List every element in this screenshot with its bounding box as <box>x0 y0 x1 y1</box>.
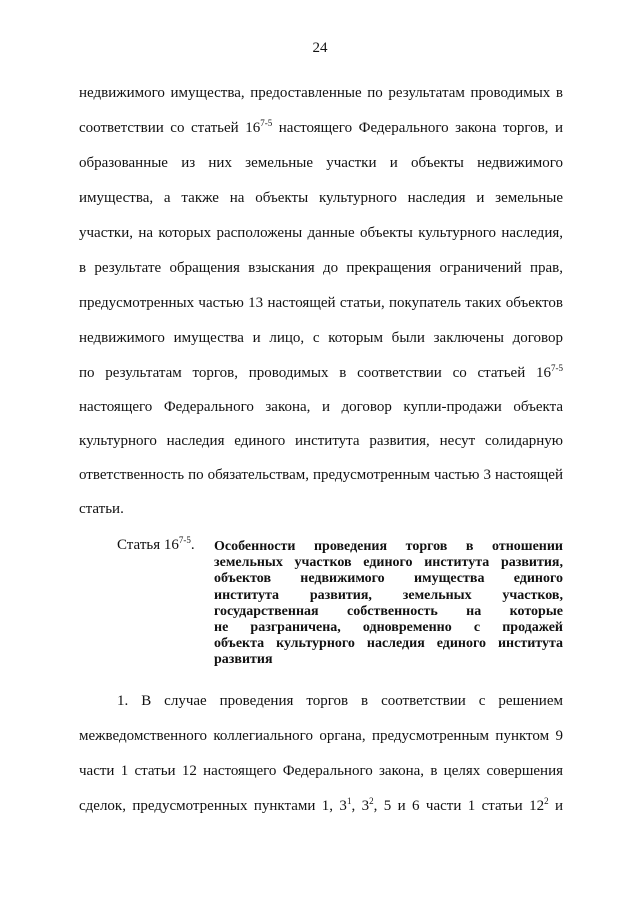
article-title-line: государственная собственность на которые <box>214 603 563 619</box>
article-title-line: объектов недвижимого имущества единого <box>214 571 563 587</box>
text-line: межведомственного коллегиального органа, предусмотренным пунктом 9 <box>79 728 563 744</box>
text-line: сделок, предусмотренных пунктами 1, $3^1$, $3^2$, 5 и 6 части 1 статьи $12^2$ и <box>79 796 564 814</box>
text-line: 1. В случае проведения торгов в соответствии с решением <box>117 693 563 709</box>
text-line: по результатам торгов, проводимых в соответствии со статьей 16$^{7-5}$ <box>79 363 563 381</box>
article-title-line: объекта культурного наследия единого института <box>214 636 563 652</box>
text-line: недвижимого имущества и лицо, с которым были заключены договор <box>79 330 563 346</box>
text-line: образованные из них земельные участки и объекты недвижимого <box>79 155 563 171</box>
text-line: соответствии со статьей 16$^{7-5}$ настоящего Федерального закона торгов, и <box>79 118 563 136</box>
text-line: ответственность по обязательствам, предусмотренным частью 3 настоящей <box>79 467 563 483</box>
text-line: настоящего Федерального закона, и договор купли-продажи объекта <box>79 399 563 415</box>
article-title-line: земельных участков единого института развития, <box>214 555 563 571</box>
article-title-line: института развития, земельных участков, <box>214 587 563 603</box>
text-line: участки, на которых расположены данные объекты культурного наследия, <box>79 225 563 241</box>
text-line: в результате обращения взыскания до прекращения ограничений прав, <box>79 260 563 276</box>
page-number: 24 <box>312 40 328 56</box>
text-line: предусмотренных частью 13 настоящей статьи, покупатель таких объектов <box>79 295 563 311</box>
article-title-line: не разграничена, одновременно с продажей <box>214 620 563 636</box>
text-line: части 1 статьи 12 настоящего Федерального закона, в целях совершения <box>79 763 563 779</box>
article-title-line: Особенности проведения торгов в отношении <box>214 539 563 554</box>
article-title-line: развития <box>214 652 273 668</box>
text-line: культурного наследия единого института развития, несут солидарную <box>79 433 563 449</box>
text-line: имущества, а также на объекты культурного наследия и земельные <box>79 190 563 206</box>
text-line: недвижимого имущества, предоставленные по результатам проводимых в <box>79 85 563 101</box>
article-title <box>214 539 563 669</box>
article-label: Статья 16$^{7-5}$. <box>117 535 195 553</box>
text-line: статьи. <box>79 501 124 517</box>
